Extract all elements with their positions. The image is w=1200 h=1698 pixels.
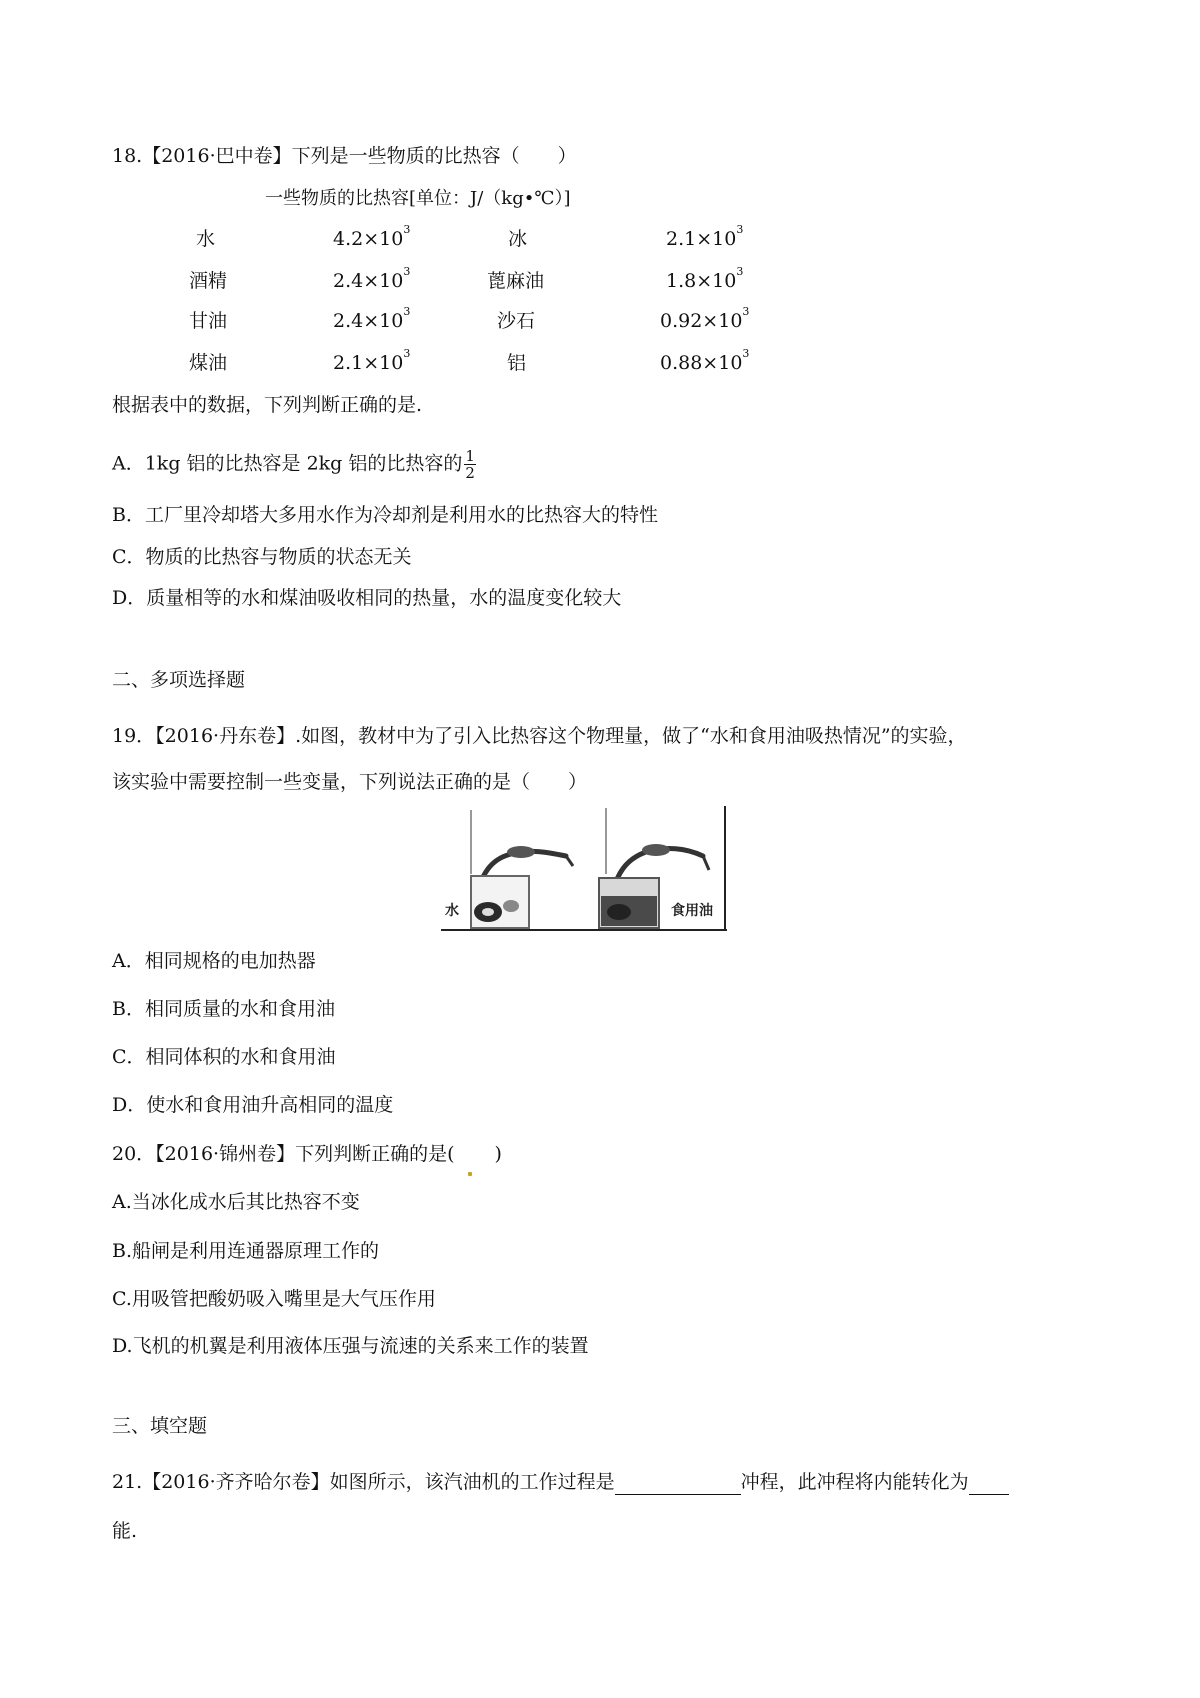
option-18-a: A．1kg 铝的比热容是 2kg 铝的比热容的 $\frac{1}{2}$ [112, 447, 475, 482]
option-19-d: D．使水和食用油升高相同的温度 [112, 1094, 394, 1116]
table-cell-value: $4.2\times 10^3$ [333, 223, 411, 250]
question-20-stem: 20．【2016·锦州卷】下列判断正确的是( ) [112, 1141, 502, 1167]
question-21-stem: 21.【2016·齐齐哈尔卷】如图所示，该汽油机的工作过程是 冲程，此冲程将内能转化为 [112, 1469, 1009, 1495]
answer-blank-stroke[interactable] [615, 1472, 741, 1495]
table-cell-value: $0.88\times 10^3$ [660, 347, 750, 374]
fraction-one-half: $\frac{1}{2}$ [465, 447, 475, 482]
mark-dot [468, 1172, 472, 1176]
experiment-figure [441, 804, 727, 932]
table-cell-name: 甘油 [189, 310, 228, 332]
option-18-b: B．工厂里冷却塔大多用水作为冷却剂是利用水的比热容大的特性 [112, 504, 658, 526]
table-cell-value: $0.92\times 10^3$ [660, 305, 750, 332]
option-19-c: C．相同体积的水和食用油 [112, 1046, 336, 1068]
option-20-a: A.当冰化成水后其比热容不变 [112, 1191, 360, 1213]
table-cell-value: $2.4\times 10^3$ [333, 305, 411, 332]
option-18-c: C．物质的比热容与物质的状态无关 [112, 546, 412, 568]
table-cell-value: $2.1\times 10^3$ [666, 223, 744, 250]
option-19-b: B．相同质量的水和食用油 [112, 998, 335, 1020]
table-title: 一些物质的比热容[单位：J/（kg•℃）] [265, 188, 571, 209]
table-cell-name: 蓖麻油 [487, 270, 545, 292]
question-19-stem-line2: 该实验中需要控制一些变量，下列说法正确的是（ ） [112, 771, 588, 793]
section-heading-fill-in: 三、填空题 [112, 1415, 208, 1437]
option-19-a: A．相同规格的电加热器 [112, 950, 316, 972]
table-cell-name: 铝 [507, 352, 527, 374]
question-19-stem-line1: 19．【2016·丹东卷】.如图，教材中为了引入比热容这个物理量，做了“水和食用油吸热情况”的实验， [112, 725, 967, 747]
table-cell-value: $2.1\times 10^3$ [333, 347, 411, 374]
table-cell-value: $2.4\times 10^3$ [333, 265, 411, 292]
table-cell-name: 冰 [508, 228, 528, 250]
question-21-stem-line2: 能. [112, 1520, 138, 1542]
table-cell-value: $1.8\times 10^3$ [666, 265, 744, 292]
question-18-prompt: 根据表中的数据，下列判断正确的是. [112, 394, 423, 416]
table-cell-name: 煤油 [189, 352, 228, 374]
table-cell-name: 酒精 [189, 270, 228, 292]
answer-blank-energy[interactable] [969, 1472, 1009, 1495]
option-18-d: D．质量相等的水和煤油吸收相同的热量，水的温度变化较大 [112, 587, 622, 609]
option-20-d: D.飞机的机翼是利用液体压强与流速的关系来工作的装置 [112, 1335, 589, 1357]
question-18-stem: 18.【2016·巴中卷】下列是一些物质的比热容（ ） [112, 145, 577, 167]
table-cell-name: 沙石 [497, 310, 536, 332]
figure-label-cooking-oil: 食用油 [671, 903, 713, 919]
figure-label-water: 水 [445, 903, 459, 919]
section-heading-multiple-choice: 二、多项选择题 [112, 669, 246, 691]
option-20-c: C.用吸管把酸奶吸入嘴里是大气压作用 [112, 1288, 436, 1310]
table-cell-name: 水 [196, 228, 216, 250]
option-20-b: B.船闸是利用连通器原理工作的 [112, 1240, 380, 1262]
